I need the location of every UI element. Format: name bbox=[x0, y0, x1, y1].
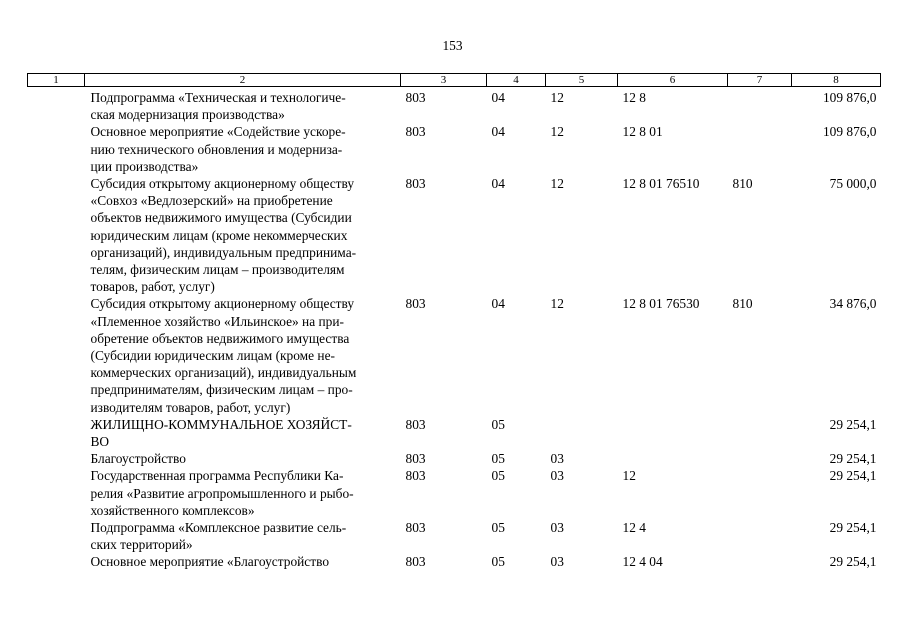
expense-type-code bbox=[728, 123, 792, 175]
subsection-code: 12 bbox=[550, 90, 564, 105]
row-name-line: предпринимателям, физическим лицам – про- bbox=[90, 382, 353, 398]
section-code: 05 bbox=[491, 554, 505, 570]
row-name-line: ЖИЛИЩНО-КОММУНАЛЬНОЕ ХОЗЯЙСТ- bbox=[90, 416, 352, 432]
amount: 29 254,1 bbox=[829, 520, 877, 536]
section-code: 04 bbox=[491, 296, 505, 312]
target-code: 12 4 04 bbox=[622, 554, 663, 570]
expense-type-code bbox=[728, 450, 792, 467]
row-name-line: объектов недвижимого имущества (Субсидии bbox=[90, 210, 352, 226]
row-name-line: товаров, работ, услуг) bbox=[90, 279, 215, 295]
subsection-code: 03 bbox=[550, 520, 564, 536]
target-code: 12 8 01 bbox=[622, 124, 663, 140]
row-name-line: Государственная программа Республики Ка- bbox=[90, 468, 344, 484]
target-code: 12 8 bbox=[622, 90, 646, 105]
row-name bbox=[85, 467, 401, 519]
row-index-cell bbox=[28, 450, 85, 467]
ministry-code: 803 bbox=[405, 124, 426, 140]
ministry-code: 803 bbox=[405, 451, 426, 467]
ministry-code: 803 bbox=[405, 416, 426, 432]
row-index-cell bbox=[28, 519, 85, 553]
row-name-line: ских территорий» bbox=[90, 537, 193, 553]
page-number: 153 bbox=[442, 38, 463, 53]
row-name-line: изводителям товаров, работ, услуг) bbox=[90, 399, 291, 415]
amount: 29 254,1 bbox=[829, 416, 877, 432]
column-number: 7 bbox=[728, 74, 792, 87]
expense-type-code bbox=[728, 416, 792, 450]
row-name-line: (Субсидии юридическим лицам (кроме не- bbox=[90, 348, 335, 364]
row-index-cell bbox=[28, 123, 85, 175]
table-row bbox=[28, 467, 881, 519]
table-row bbox=[28, 175, 881, 295]
column-number: 5 bbox=[546, 74, 618, 87]
subsection-code: 03 bbox=[550, 554, 564, 570]
row-index-cell bbox=[28, 175, 85, 295]
row-name-line: ции производства» bbox=[90, 158, 199, 174]
table-row bbox=[28, 123, 881, 175]
row-name bbox=[85, 87, 401, 124]
row-name bbox=[85, 553, 401, 570]
row-name-line: телям, физическим лицам – производителям bbox=[90, 262, 345, 278]
target-code: 12 8 01 76530 bbox=[622, 296, 700, 312]
row-name bbox=[85, 295, 401, 415]
section-code: 04 bbox=[491, 90, 505, 105]
target-code bbox=[618, 450, 728, 467]
ministry-code: 803 bbox=[405, 90, 426, 105]
row-name-line: Субсидия открытому акционерному обществу bbox=[90, 296, 355, 312]
amount: 34 876,0 bbox=[829, 296, 877, 312]
target-code: 12 4 bbox=[622, 520, 646, 536]
ministry-code: 803 bbox=[405, 554, 426, 570]
budget-table bbox=[27, 73, 881, 571]
row-name-line: релия «Развитие агропромышленного и рыбо- bbox=[90, 485, 354, 501]
column-number: 8 bbox=[792, 74, 881, 87]
table-row bbox=[28, 295, 881, 415]
amount: 109 876,0 bbox=[822, 124, 877, 140]
row-name-line: хозяйственного комплексов» bbox=[90, 502, 255, 518]
row-name bbox=[85, 175, 401, 295]
row-name bbox=[85, 450, 401, 467]
subsection-code: 03 bbox=[550, 451, 564, 467]
table-row bbox=[28, 87, 881, 124]
row-name-line: юридическим лицам (кроме некоммерческих bbox=[90, 227, 348, 243]
expense-type-code: 810 bbox=[732, 176, 753, 192]
amount: 75 000,0 bbox=[829, 176, 877, 192]
row-name-line: Подпрограмма «Комплексное развитие сель- bbox=[90, 520, 347, 536]
table-row bbox=[28, 450, 881, 467]
subsection-code: 12 bbox=[550, 176, 564, 192]
target-code bbox=[618, 416, 728, 450]
expense-type-code bbox=[728, 519, 792, 553]
subsection-code: 12 bbox=[550, 296, 564, 312]
expense-type-code bbox=[728, 467, 792, 519]
section-code: 05 bbox=[491, 520, 505, 536]
ministry-code: 803 bbox=[405, 176, 426, 192]
column-number: 4 bbox=[487, 74, 546, 87]
expense-type-code bbox=[728, 87, 792, 124]
row-name-line: коммерческих организаций), индивидуальным bbox=[90, 365, 357, 381]
row-name bbox=[85, 123, 401, 175]
table-row bbox=[28, 553, 881, 570]
section-code: 05 bbox=[491, 416, 505, 432]
row-index-cell bbox=[28, 467, 85, 519]
row-name-line: «Совхоз «Ведлозерский» на приобретение bbox=[90, 193, 333, 209]
row-name-line: Подпрограмма «Техническая и технологиче- bbox=[90, 90, 346, 105]
column-number: 3 bbox=[401, 74, 487, 87]
row-name-line: ская модернизация производства» bbox=[90, 107, 285, 123]
column-number: 1 bbox=[28, 74, 85, 87]
column-number: 2 bbox=[85, 74, 401, 87]
row-index-cell bbox=[28, 416, 85, 450]
row-name-line: Субсидия открытому акционерному обществу bbox=[90, 176, 355, 192]
column-number: 6 bbox=[618, 74, 728, 87]
row-index-cell bbox=[28, 87, 85, 124]
section-code: 04 bbox=[491, 124, 505, 140]
table-row bbox=[28, 416, 881, 450]
row-index-cell bbox=[28, 295, 85, 415]
amount: 29 254,1 bbox=[829, 554, 877, 570]
row-index-cell bbox=[28, 553, 85, 570]
table-row bbox=[28, 519, 881, 553]
row-name-line: ВО bbox=[90, 434, 110, 450]
table-body bbox=[28, 87, 881, 571]
row-name bbox=[85, 519, 401, 553]
row-name-line: Основное мероприятие «Содействие ускоре- bbox=[90, 124, 346, 140]
target-code: 12 8 01 76510 bbox=[622, 176, 700, 192]
expense-type-code bbox=[728, 553, 792, 570]
target-code: 12 bbox=[622, 468, 636, 484]
subsection-code: 03 bbox=[550, 468, 564, 484]
amount: 29 254,1 bbox=[829, 451, 877, 467]
section-code: 05 bbox=[491, 451, 505, 467]
subsection-code bbox=[546, 416, 618, 450]
section-code: 04 bbox=[491, 176, 505, 192]
row-name-line: обретение объектов недвижимого имущества bbox=[90, 330, 350, 346]
row-name-line: «Племенное хозяйство «Ильинское» на при- bbox=[90, 313, 344, 329]
amount: 109 876,0 bbox=[822, 90, 877, 105]
row-name-line: Основное мероприятие «Благоустройство bbox=[90, 554, 330, 570]
row-name-line: организаций), индивидуальным предпринима- bbox=[90, 244, 357, 260]
amount: 29 254,1 bbox=[829, 468, 877, 484]
row-name-line: Благоустройство bbox=[90, 451, 186, 467]
ministry-code: 803 bbox=[405, 296, 426, 312]
section-code: 05 bbox=[491, 468, 505, 484]
column-number-row bbox=[28, 74, 881, 87]
ministry-code: 803 bbox=[405, 468, 426, 484]
expense-type-code: 810 bbox=[732, 296, 753, 312]
row-name bbox=[85, 416, 401, 450]
row-name-line: нию технического обновления и модерниза- bbox=[90, 141, 343, 157]
table-header bbox=[28, 74, 881, 87]
subsection-code: 12 bbox=[550, 124, 564, 140]
ministry-code: 803 bbox=[405, 520, 426, 536]
